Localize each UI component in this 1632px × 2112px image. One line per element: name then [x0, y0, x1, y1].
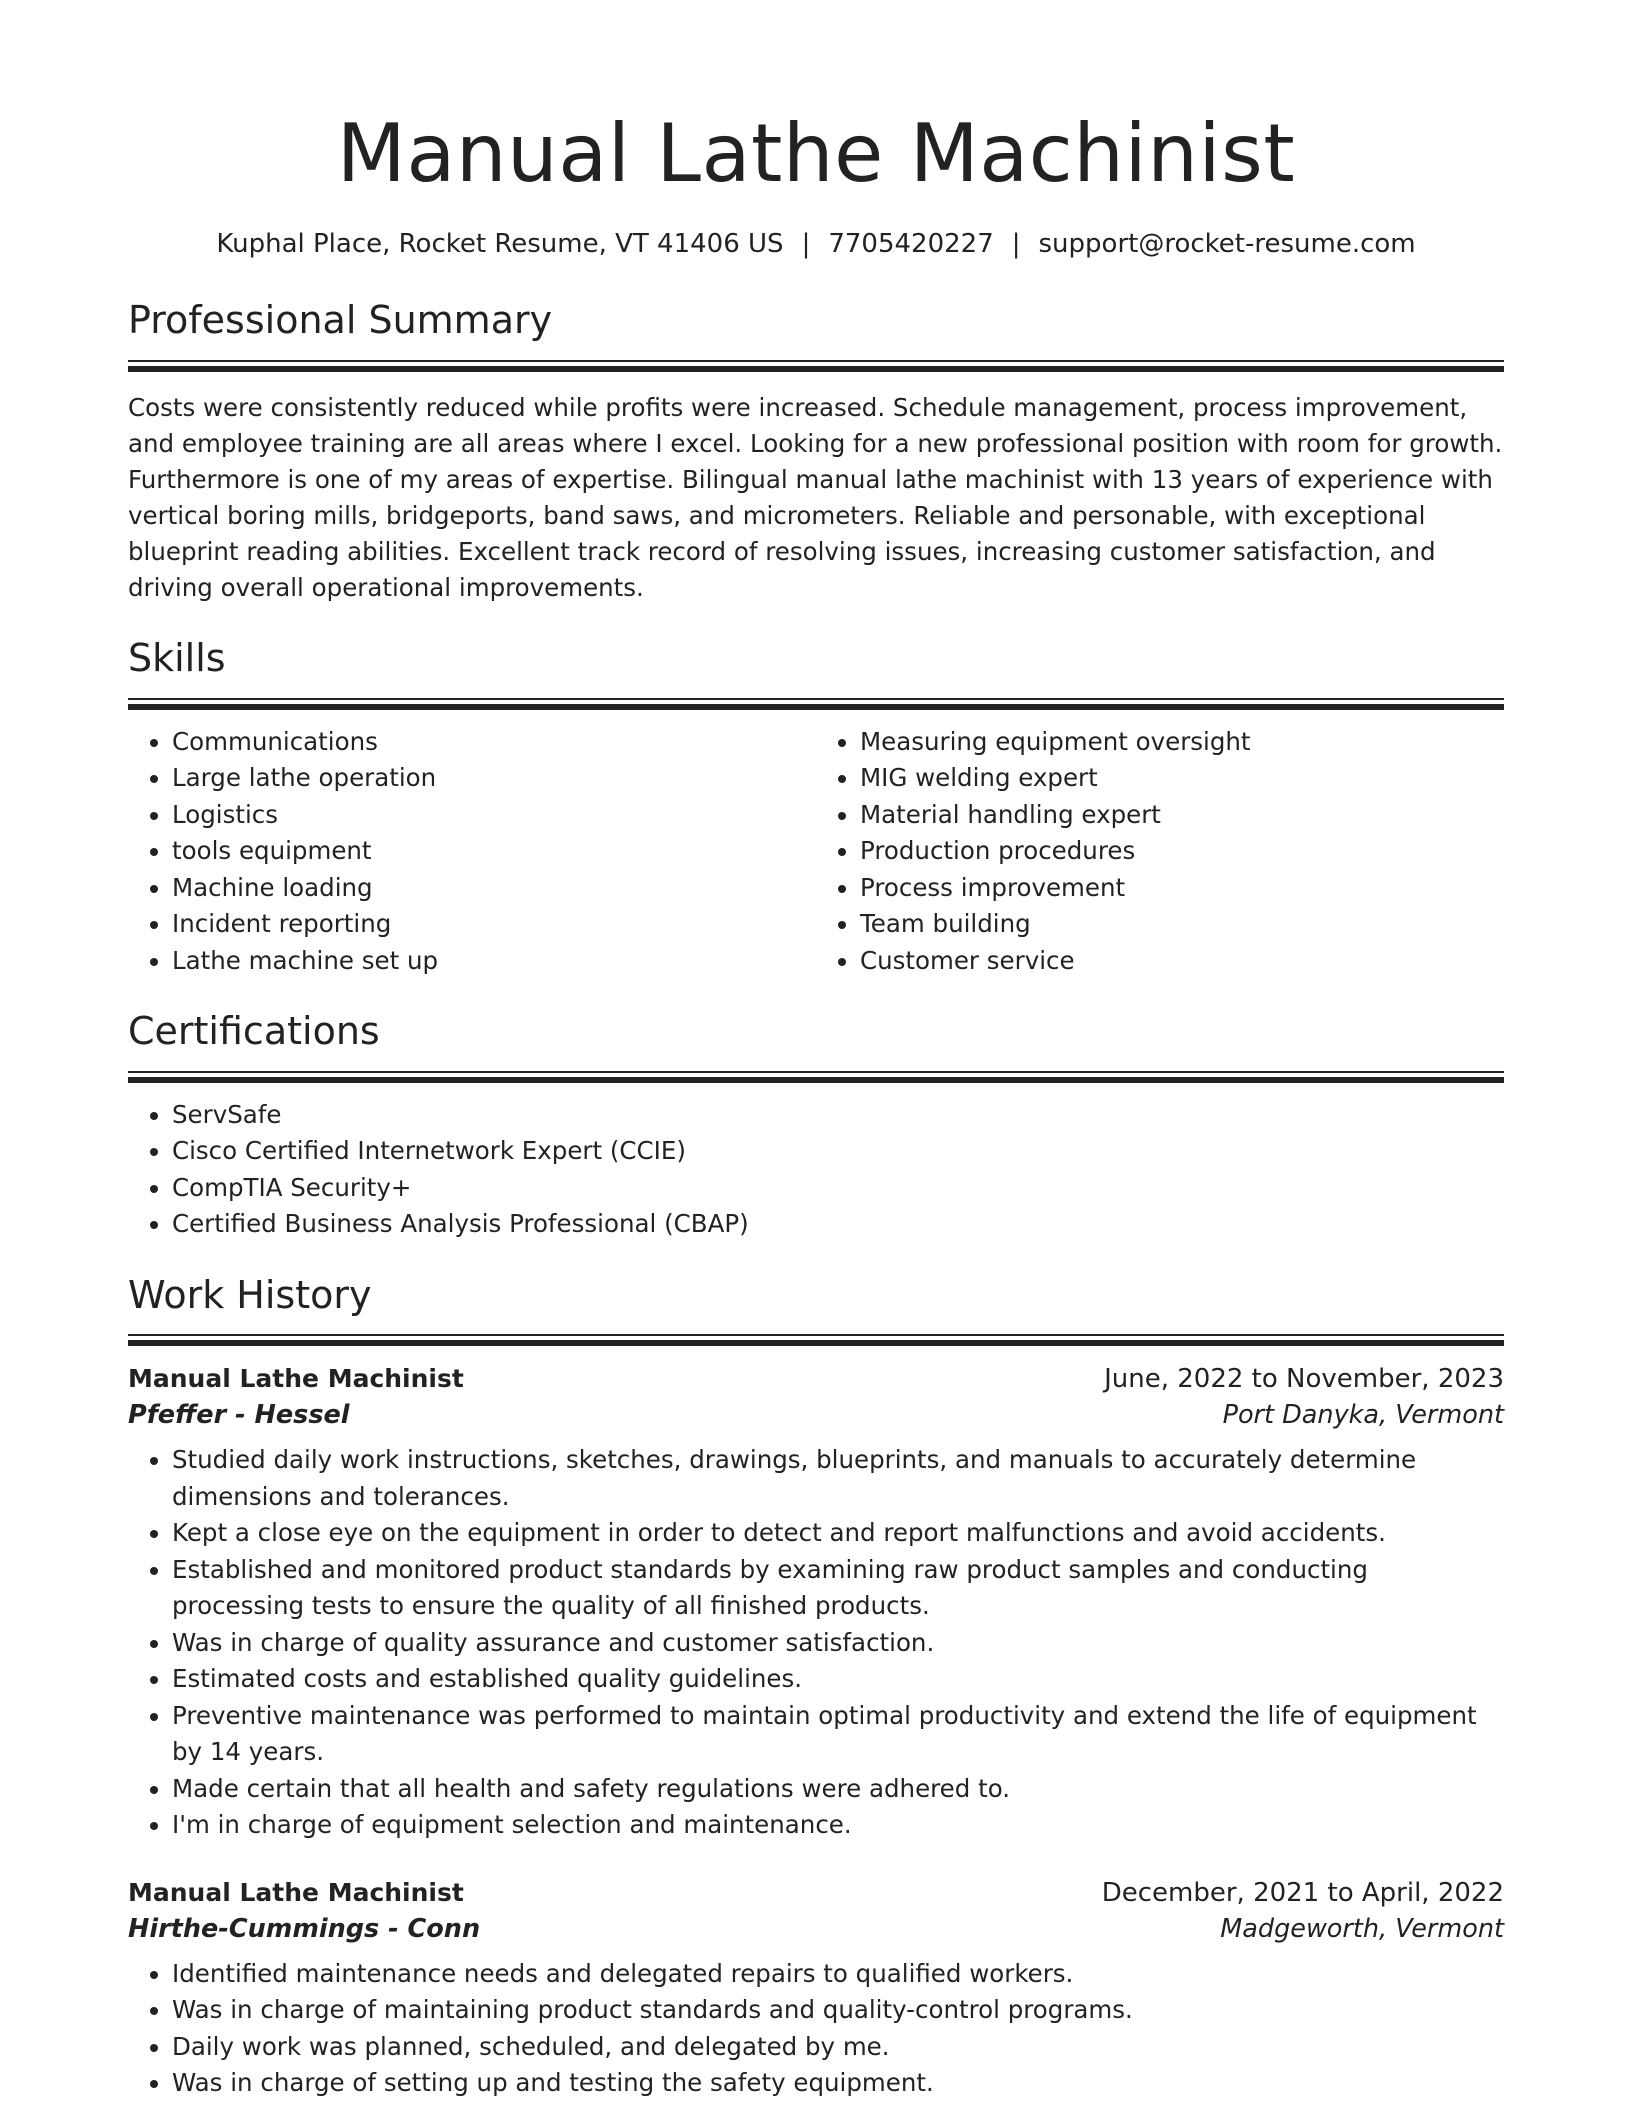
contact-line [128, 226, 1504, 262]
certification-item: • Cisco Certified Internetwork Expert (CCIE) [172, 1133, 1504, 1170]
summary-text: Costs were consistently reduced while profits were increased. Schedule management, process improvement, and employee training are all areas where I excel. Looking for a new professional position with room for growth. Furthermore is one of my areas of expertise. Bilingual manual lathe machinist with 13 years of experience with vertical boring mills, bridgeports, band saws, and micrometers. Reliable and personable, with exceptional blueprint reading abilities. Excellent track record of resolving issues, increasing customer satisfaction, and driving overall operational improvements. [128, 392, 1503, 602]
certification-item: • Certified Business Analysis Professional (CBAP) [172, 1206, 1504, 1243]
skill-item: • Production procedures [860, 833, 1504, 870]
certifications-section [128, 1009, 1504, 1243]
job-location: Madgeworth, Vermont [1220, 1913, 1504, 1944]
skills-section [128, 636, 1504, 979]
skills-columns [128, 724, 1504, 980]
skill-item: • Communications [172, 724, 816, 761]
skill-item: • tools equipment [172, 833, 816, 870]
summary-section [128, 298, 1504, 606]
skill-item: • Lathe machine set up [172, 943, 816, 980]
job-dates: December, 2021 to April, 2022 [1101, 1877, 1504, 1908]
contact-separator: | [1011, 229, 1021, 259]
job-bullet: • Identified maintenance needs and delegated repairs to qualified workers. [172, 1956, 1504, 1993]
certifications-list [128, 1097, 1504, 1243]
job-entry [128, 1364, 1504, 1844]
job-bullet: • Made certain that all health and safety regulations were adhered to. [172, 1771, 1504, 1808]
job-company: Hirthe-Cummings - Conn [128, 1913, 481, 1944]
skill-item: • MIG welding expert [860, 760, 1504, 797]
section-divider [128, 1334, 1504, 1346]
job-subheader [128, 1914, 1504, 1944]
skill-item: • Process improvement [860, 870, 1504, 907]
job-header [128, 1878, 1504, 1908]
certification-item: • ServSafe [172, 1097, 1504, 1134]
job-bullet: • Was in charge of quality assurance and customer satisfaction. [172, 1625, 1504, 1662]
job-bullet: • Was in charge of maintaining product standards and quality-control programs. [172, 1992, 1504, 2029]
job-bullet: • Established and monitored product standards by examining raw product samples and conducting processing tests to ensure the quality of all finished products. [172, 1552, 1504, 1625]
resume-name: Manual Lathe Machinist [336, 107, 1296, 200]
section-title-summary: Professional Summary [128, 298, 553, 343]
contact-email[interactable]: support@rocket-resume.com [1038, 229, 1416, 259]
resume-page [128, 107, 1504, 2102]
certification-item: • CompTIA Security+ [172, 1170, 1504, 1207]
job-bullet: • Kept a close eye on the equipment in order to detect and report malfunctions and avoid accidents. [172, 1515, 1504, 1552]
section-title-work-history: Work History [128, 1272, 372, 1317]
contact-phone: 7705420227 [828, 229, 994, 259]
job-bullet: • Estimated costs and established quality guidelines. [172, 1661, 1504, 1698]
section-divider [128, 1071, 1504, 1083]
job-bullet: • Daily work was planned, scheduled, and delegated by me. [172, 2029, 1504, 2066]
job-bullet: • Was in charge of setting up and testing the safety equipment. [172, 2065, 1504, 2102]
section-title-skills: Skills [128, 635, 226, 680]
contact-separator: | [801, 229, 811, 259]
skill-item: • Measuring equipment oversight [860, 724, 1504, 761]
job-title: Manual Lathe Machinist [128, 1877, 464, 1907]
skill-item: • Material handling expert [860, 797, 1504, 834]
skills-list-left [128, 724, 816, 980]
job-location: Port Danyka, Vermont [1222, 1400, 1504, 1431]
job-header [128, 1364, 1504, 1394]
job-bullet-list [128, 1442, 1504, 1844]
section-divider [128, 360, 1504, 372]
skill-item: • Logistics [172, 797, 816, 834]
job-bullet-list [128, 1956, 1504, 2102]
skills-list-right [816, 724, 1504, 980]
section-title-certifications: Certifications [128, 1009, 380, 1054]
job-dates: June, 2022 to November, 2023 [1104, 1364, 1504, 1395]
skill-item: • Incident reporting [172, 906, 816, 943]
job-bullet: • Studied daily work instructions, sketches, drawings, blueprints, and manuals to accurately determine dimensions and tolerances. [172, 1442, 1504, 1515]
skill-item: • Large lathe operation [172, 760, 816, 797]
job-company: Pfeffer - Hessel [128, 1400, 350, 1431]
skill-item: • Customer service [860, 943, 1504, 980]
section-divider [128, 698, 1504, 710]
skill-item: • Team building [860, 906, 1504, 943]
job-subheader [128, 1400, 1504, 1430]
skill-item: • Machine loading [172, 870, 816, 907]
work-history-section [128, 1273, 1504, 2102]
job-bullet: • Preventive maintenance was performed to maintain optimal productivity and extend the life of equipment by 14 years. [172, 1698, 1504, 1771]
job-title: Manual Lathe Machinist [128, 1364, 464, 1394]
job-bullet: • I'm in charge of equipment selection and maintenance. [172, 1807, 1504, 1844]
job-entry [128, 1878, 1504, 2102]
contact-address: Kuphal Place, Rocket Resume, VT 41406 US [216, 229, 784, 259]
